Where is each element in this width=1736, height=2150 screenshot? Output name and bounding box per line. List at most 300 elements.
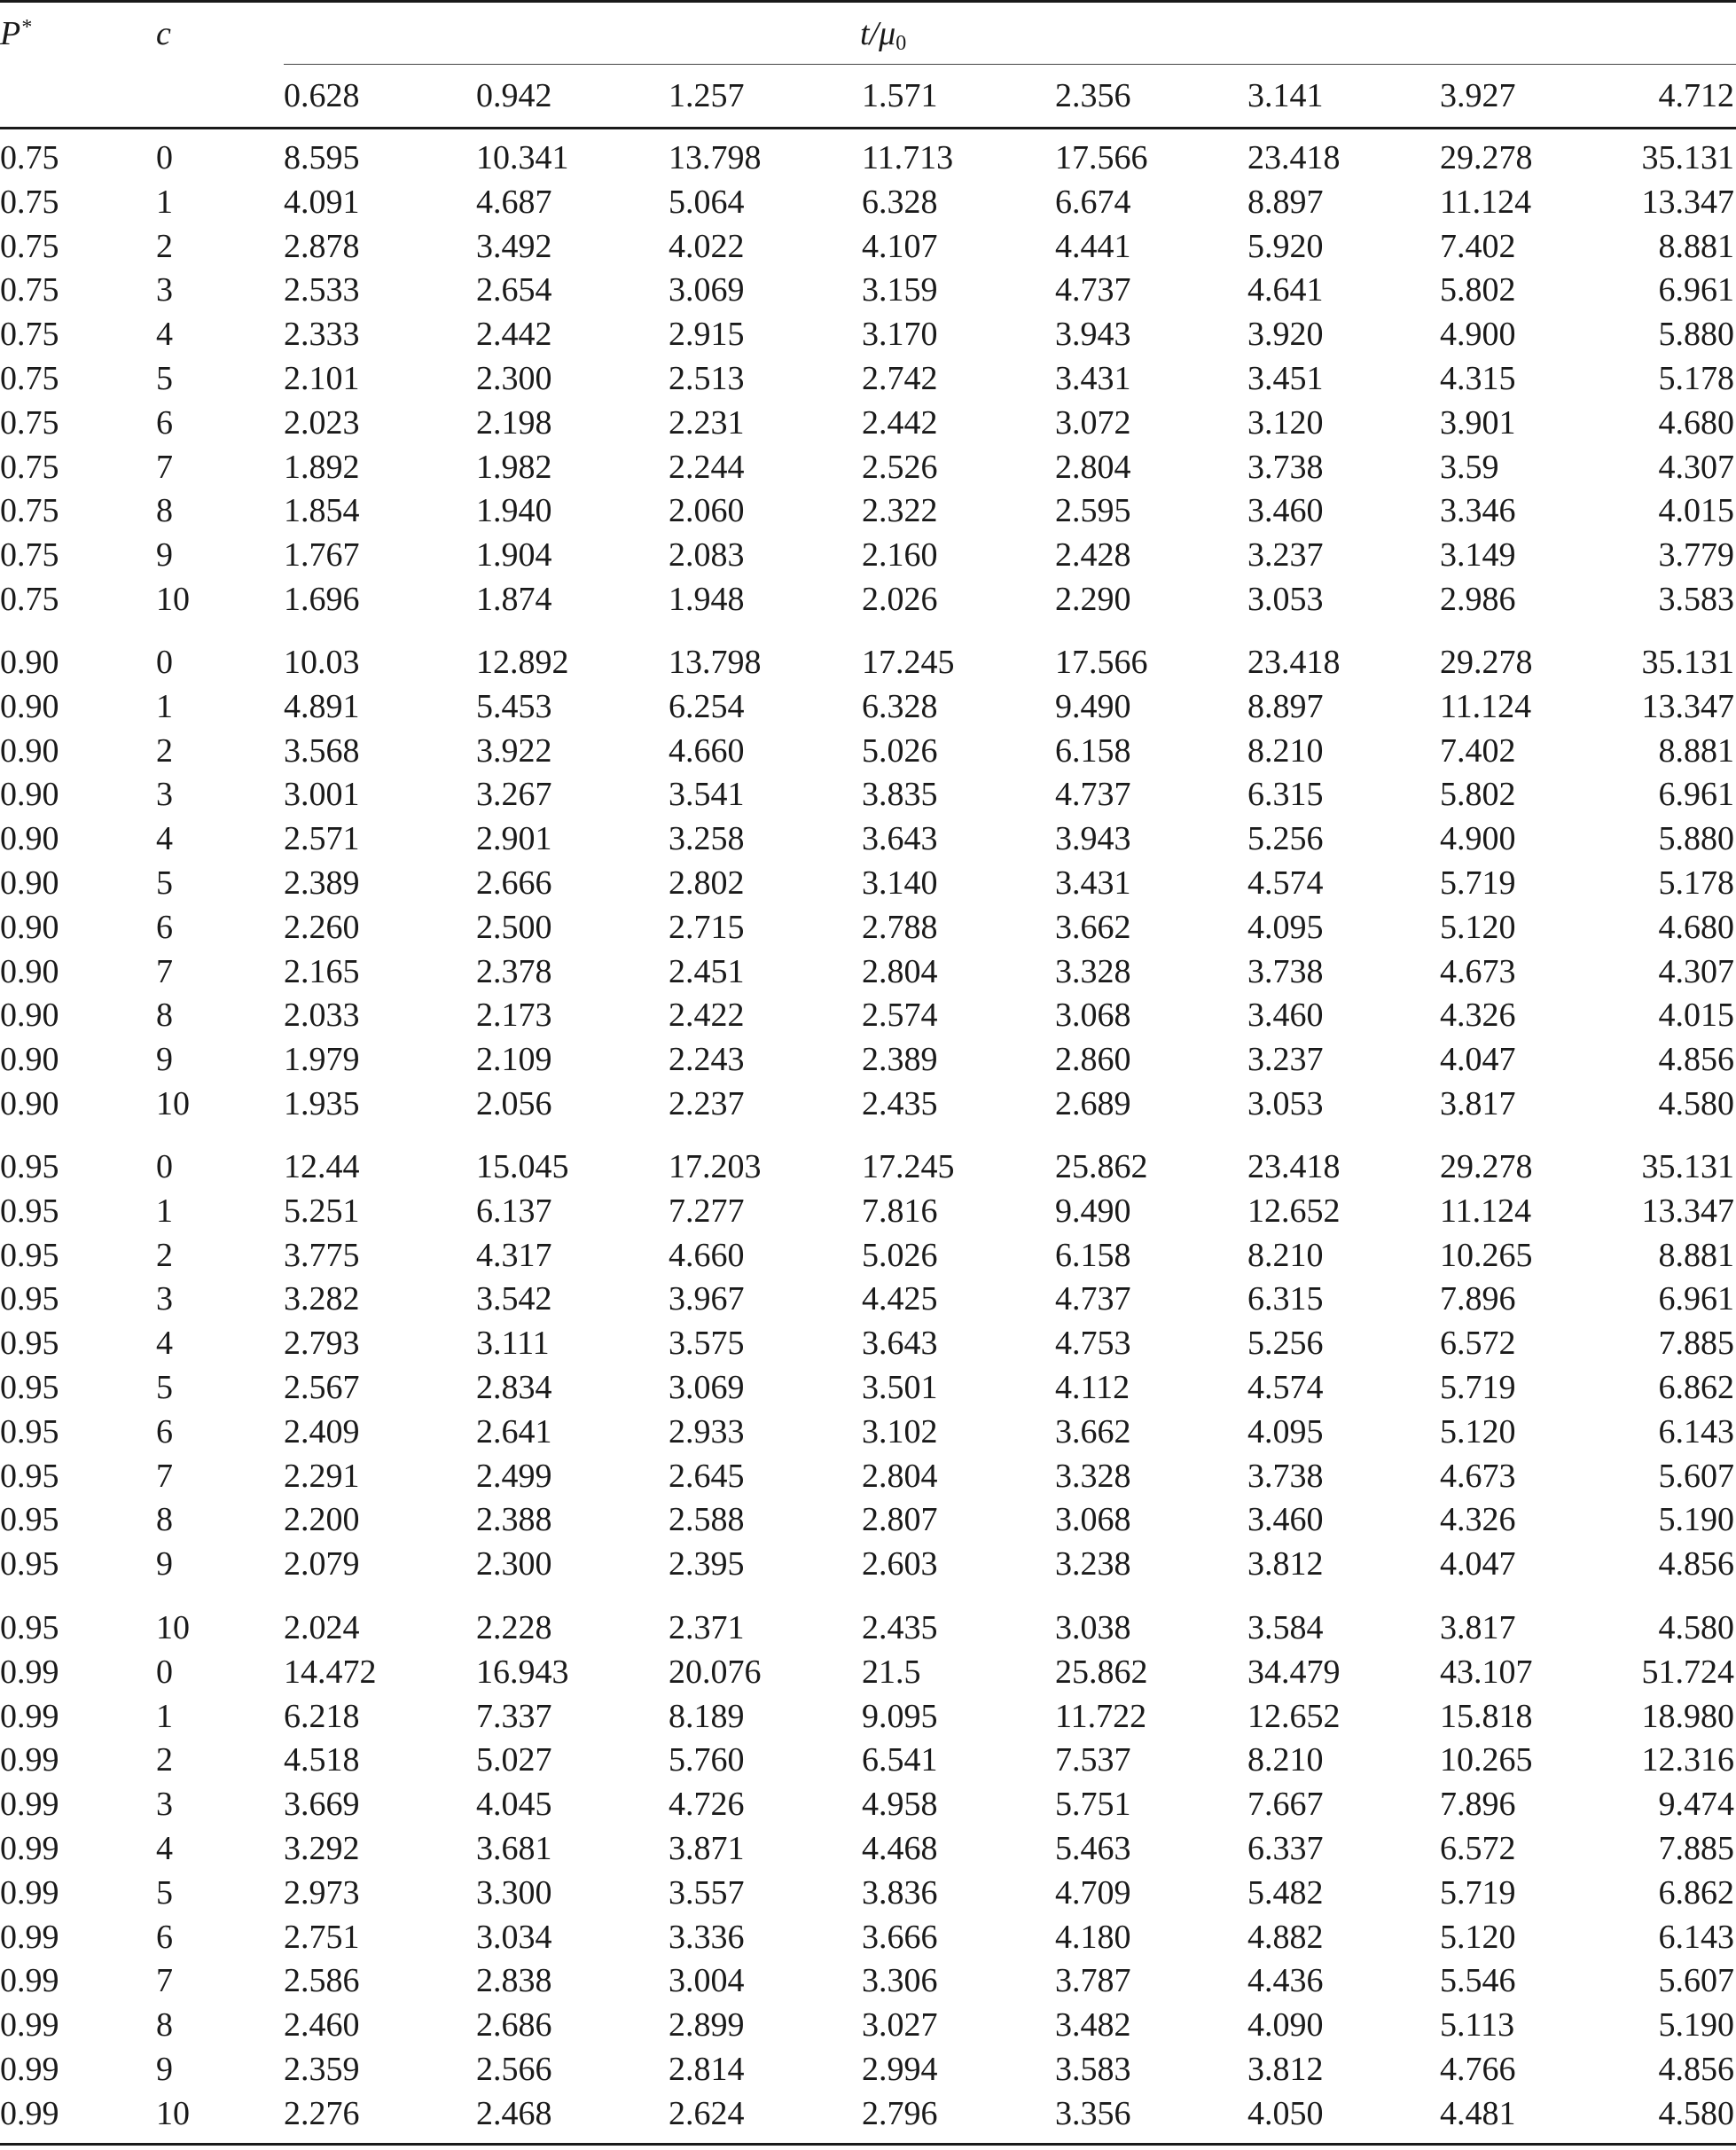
cell-p-star: 0.75 [0,536,59,575]
table-cell: 2.244 [669,448,745,486]
table-cell: 2.428 [1055,536,1131,575]
cell-c: 4 [156,1830,173,1867]
table-cell: 2.586 [284,1962,360,2000]
table-row [0,224,1736,269]
table-cell: 1.982 [476,448,552,486]
table-cell: 4.660 [669,731,745,770]
table-row [0,445,1736,489]
table-cell: 2.079 [284,1545,360,1583]
table-cell: 4.580 [1658,1609,1734,1646]
table-row [0,1277,1736,1321]
table-cell: 4.015 [1658,492,1734,530]
table-cell: 5.178 [1658,360,1734,397]
cell-c: 2 [156,1741,173,1779]
table-cell: 3.004 [669,1962,745,2000]
table-cell: 3.170 [862,316,938,354]
cell-c: 7 [156,1457,173,1495]
table-row [0,1958,1736,2003]
table-cell: 3.237 [1247,1041,1324,1079]
table-cell: 8.881 [1658,227,1734,265]
table-cell: 2.378 [476,952,552,990]
table-cell: 4.107 [862,227,938,265]
table-cell: 35.131 [1641,139,1734,176]
table-row [0,136,1736,180]
table-cell: 4.095 [1247,1412,1324,1450]
table-cell: 2.024 [284,1609,360,1646]
table-cell: 2.807 [862,1501,938,1539]
table-cell: 9.490 [1055,687,1131,725]
table-cell: 17.566 [1055,644,1148,681]
cell-c: 3 [156,1280,173,1318]
table-cell: 10.03 [284,644,360,681]
table-cell: 3.943 [1055,820,1131,858]
table-cell: 3.812 [1247,2051,1324,2088]
table-cell: 3.901 [1440,403,1516,442]
table-row [0,577,1736,622]
table-cell: 2.654 [476,271,552,309]
table-cell: 3.068 [1055,1501,1131,1539]
table-cell: 8.897 [1247,687,1324,725]
table-cell: 13.798 [669,644,762,681]
table-cell: 5.120 [1440,1918,1516,1956]
table-cell: 4.856 [1658,2051,1734,2088]
table-cell: 17.203 [669,1148,762,1185]
table-cell: 2.915 [669,316,745,354]
table-cell: 21.5 [862,1653,921,1691]
table-row [0,684,1736,729]
table-cell: 11.722 [1055,1697,1147,1735]
header-p-label: P [0,15,21,52]
table-cell: 4.900 [1440,820,1516,858]
header-span-sub: 0 [895,32,907,55]
table-cell: 23.418 [1247,139,1341,176]
table-cell: 6.137 [476,1192,552,1230]
cell-c: 6 [156,908,173,946]
table-row [0,1365,1736,1410]
table-cell: 3.812 [1247,1545,1324,1583]
table-cell: 6.218 [284,1697,360,1735]
cell-c: 0 [156,139,173,176]
table-cell: 35.131 [1641,644,1734,681]
cell-p-star: 0.95 [0,1192,59,1230]
table-cell: 7.896 [1440,1280,1516,1318]
cell-p-star: 0.99 [0,1653,59,1691]
table-cell: 5.719 [1440,1369,1516,1406]
cell-p-star: 0.75 [0,403,59,442]
table-cell: 3.120 [1247,403,1324,442]
table-cell: 4.680 [1658,908,1734,946]
table-cell: 2.237 [669,1085,745,1122]
table-cell: 2.994 [862,2051,938,2088]
table-cell: 5.463 [1055,1830,1131,1867]
table-cell: 23.418 [1247,644,1341,681]
table-cell: 2.333 [284,316,360,354]
table-cell: 11.713 [862,139,954,176]
table-cell: 3.583 [1658,581,1734,618]
cell-c: 7 [156,952,173,990]
column-header: 2.356 [1055,77,1131,114]
table-cell: 11.124 [1440,1192,1532,1230]
cell-c: 10 [156,2094,190,2132]
table-cell: 4.660 [669,1236,745,1274]
table-row [0,2003,1736,2047]
table-cell: 5.256 [1247,820,1324,858]
cell-c: 6 [156,403,173,442]
cell-c: 4 [156,820,173,858]
cell-c: 9 [156,1545,173,1583]
table-cell: 10.265 [1440,1741,1533,1779]
table-cell: 1.874 [476,581,552,618]
table-cell: 8.897 [1247,183,1324,221]
table-cell: 3.817 [1440,1609,1516,1646]
table-cell: 3.943 [1055,316,1131,354]
cell-p-star: 0.99 [0,1962,59,2000]
table-cell: 3.460 [1247,997,1324,1035]
table-cell: 3.258 [669,820,745,858]
table-cell: 3.068 [1055,997,1131,1035]
table-cell: 5.453 [476,687,552,725]
table-cell: 2.460 [284,2006,360,2044]
table-cell: 3.149 [1440,536,1516,575]
table-cell: 4.518 [284,1741,360,1779]
cell-c: 7 [156,448,173,486]
cell-p-star: 0.95 [0,1609,59,1646]
table-row [0,1189,1736,1233]
cell-p-star: 0.75 [0,271,59,309]
table-cell: 4.680 [1658,403,1734,442]
cell-p-star: 0.95 [0,1236,59,1274]
cell-p-star: 0.90 [0,997,59,1035]
column-header: 3.927 [1440,77,1516,114]
table-cell: 4.326 [1440,1501,1516,1539]
table-cell: 2.571 [284,820,360,858]
table-cell: 2.595 [1055,492,1131,530]
table-cell: 2.371 [669,1609,745,1646]
table-row [0,1454,1736,1498]
table-cell: 1.979 [284,1041,360,1079]
cell-p-star: 0.99 [0,1918,59,1956]
table-cell: 3.59 [1440,448,1499,486]
table-cell: 5.120 [1440,908,1516,946]
table-cell: 3.669 [284,1786,360,1824]
table-row [0,1037,1736,1082]
table-cell: 2.468 [476,2094,552,2132]
table-cell: 5.719 [1440,1873,1516,1912]
table-cell: 4.315 [1440,360,1516,397]
table-cell: 12.316 [1641,1741,1734,1779]
cell-c: 4 [156,1325,173,1363]
table-cell: 3.140 [862,864,938,902]
table-cell: 2.409 [284,1412,360,1450]
table-row [0,2047,1736,2091]
cell-c: 10 [156,1609,190,1646]
table-cell: 5.026 [862,1236,938,1274]
table-cell: 6.961 [1658,776,1734,814]
table-cell: 2.567 [284,1369,360,1406]
table-cell: 2.435 [862,1609,938,1646]
table-cell: 2.686 [476,2006,552,2044]
table-cell: 1.948 [669,581,745,618]
table-cell: 12.44 [284,1148,360,1185]
table-cell: 17.245 [862,644,955,681]
table-cell: 7.885 [1658,1325,1734,1363]
table-cell: 3.835 [862,776,938,814]
cell-p-star: 0.90 [0,952,59,990]
table-cell: 2.173 [476,997,552,1035]
table-cell: 6.862 [1658,1873,1734,1912]
table-cell: 3.038 [1055,1609,1131,1646]
table-row [0,489,1736,533]
table-cell: 3.282 [284,1280,360,1318]
table-row [0,268,1736,312]
table-cell: 2.624 [669,2094,745,2132]
table-cell: 4.090 [1247,2006,1324,2044]
table-cell: 2.788 [862,908,938,946]
cell-p-star: 0.99 [0,1697,59,1735]
table-cell: 5.120 [1440,1412,1516,1450]
table-cell: 2.026 [862,581,938,618]
table-cell: 4.307 [1658,448,1734,486]
column-header: 0.628 [284,77,360,114]
table-cell: 6.254 [669,687,745,725]
table-cell: 7.277 [669,1192,745,1230]
cell-p-star: 0.90 [0,820,59,858]
table-row [0,640,1736,684]
table-cell: 5.027 [476,1741,552,1779]
table-cell: 2.388 [476,1501,552,1539]
table-cell: 5.607 [1658,1457,1734,1495]
table-cell: 13.798 [669,139,762,176]
table-cell: 3.681 [476,1830,552,1867]
cell-c: 9 [156,1041,173,1079]
table-cell: 4.687 [476,183,552,221]
table-cell: 12.652 [1247,1697,1341,1735]
table-cell: 6.315 [1247,1280,1324,1318]
table-cell: 4.737 [1055,271,1131,309]
table-cell: 2.641 [476,1412,552,1450]
table-cell: 4.326 [1440,997,1516,1035]
table-cell: 2.986 [1440,581,1516,618]
table-row [0,1738,1736,1782]
table-cell: 3.431 [1055,864,1131,902]
table-cell: 2.056 [476,1085,552,1122]
table-cell: 4.641 [1247,271,1324,309]
cell-p-star: 0.99 [0,1873,59,1912]
table-cell: 3.460 [1247,492,1324,530]
table-cell: 10.341 [476,139,569,176]
table-cell: 1.767 [284,536,360,575]
cell-c: 1 [156,1697,173,1735]
table-cell: 6.961 [1658,1280,1734,1318]
table-cell: 7.402 [1440,227,1516,265]
table-row [0,1694,1736,1739]
table-cell: 13.347 [1641,1192,1734,1230]
cell-c: 10 [156,1085,190,1122]
cell-p-star: 0.90 [0,908,59,946]
table-cell: 2.165 [284,952,360,990]
table-cell: 3.159 [862,271,938,309]
cell-c: 0 [156,644,173,681]
table-cell: 3.034 [476,1918,552,1956]
table-cell: 7.896 [1440,1786,1516,1824]
cell-c: 8 [156,997,173,1035]
table-cell: 5.251 [284,1192,360,1230]
table-cell: 25.862 [1055,1148,1148,1185]
table-cell: 2.231 [669,403,745,442]
table-cell: 3.300 [476,1873,552,1912]
table-cell: 4.856 [1658,1545,1734,1583]
table-cell: 2.500 [476,908,552,946]
table-cell: 3.027 [862,2006,938,2044]
table-cell: 15.045 [476,1148,569,1185]
table-cell: 2.973 [284,1873,360,1912]
cell-c: 7 [156,1962,173,2000]
table-cell: 7.402 [1440,731,1516,770]
table-cell: 3.451 [1247,360,1324,397]
table-cell: 2.451 [669,952,745,990]
table-cell: 3.967 [669,1280,745,1318]
table-cell: 4.726 [669,1786,745,1824]
header-p-sup: * [20,16,32,39]
cell-p-star: 0.99 [0,1786,59,1824]
table-cell: 2.834 [476,1369,552,1406]
table-cell: 6.158 [1055,731,1131,770]
table-cell: 2.804 [862,1457,938,1495]
table-cell: 1.854 [284,492,360,530]
cell-c: 2 [156,227,173,265]
table-cell: 2.533 [284,271,360,309]
cell-p-star: 0.75 [0,448,59,486]
header-c-label: c [156,15,171,52]
cell-c: 4 [156,316,173,354]
table-cell: 3.431 [1055,360,1131,397]
table-cell: 3.501 [862,1369,938,1406]
table-cell: 13.347 [1641,687,1734,725]
table-cell: 2.101 [284,360,360,397]
table-cell: 11.124 [1440,183,1532,221]
cell-c: 1 [156,1192,173,1230]
table-cell: 3.238 [1055,1545,1131,1583]
table-cell: 5.751 [1055,1786,1131,1824]
table-cell: 25.862 [1055,1653,1148,1691]
table-cell: 2.322 [862,492,938,530]
table-cell: 1.892 [284,448,360,486]
table-cell: 17.566 [1055,139,1148,176]
table-cell: 3.460 [1247,1501,1324,1539]
table-cell: 4.673 [1440,952,1516,990]
cell-c: 0 [156,1148,173,1185]
table-row [0,817,1736,861]
table-cell: 4.580 [1658,2094,1734,2132]
table-cell: 2.200 [284,1501,360,1539]
cell-p-star: 0.90 [0,731,59,770]
table-cell: 5.719 [1440,864,1516,902]
table-cell: 2.442 [862,403,938,442]
table-cell: 5.190 [1658,2006,1734,2044]
cell-p-star: 0.90 [0,644,59,681]
table-cell: 8.595 [284,139,360,176]
table-cell: 8.881 [1658,1236,1734,1274]
table-cell: 8.210 [1247,731,1324,770]
table-cell: 51.724 [1641,1653,1734,1691]
cell-p-star: 0.75 [0,139,59,176]
table-cell: 4.753 [1055,1325,1131,1363]
table-cell: 3.267 [476,776,552,814]
table-cell: 4.709 [1055,1873,1131,1912]
table-row [0,180,1736,224]
table-cell: 2.442 [476,316,552,354]
table-cell: 4.737 [1055,776,1131,814]
cell-p-star: 0.75 [0,581,59,618]
table-cell: 2.689 [1055,1085,1131,1122]
table-cell: 3.787 [1055,1962,1131,2000]
table-cell: 3.306 [862,1962,938,2000]
table-row [0,1871,1736,1915]
table-row [0,772,1736,817]
table-cell: 2.435 [862,1085,938,1122]
table-row [0,861,1736,905]
cell-p-star: 0.95 [0,1545,59,1583]
table-cell: 3.356 [1055,2094,1131,2132]
cell-p-star: 0.75 [0,316,59,354]
cell-p-star: 0.95 [0,1412,59,1450]
table-cell: 2.300 [476,1545,552,1583]
table-cell: 2.422 [669,997,745,1035]
cell-c: 3 [156,776,173,814]
table-cell: 5.064 [669,183,745,221]
table-cell: 4.737 [1055,1280,1131,1318]
table-cell: 6.143 [1658,1918,1734,1956]
table-cell: 3.643 [862,820,938,858]
cell-c: 5 [156,1873,173,1912]
table-cell: 12.892 [476,644,569,681]
table-cell: 4.481 [1440,2094,1516,2132]
table-cell: 2.023 [284,403,360,442]
column-header: 1.571 [862,77,938,114]
table-cell: 6.328 [862,687,938,725]
table-cell: 6.337 [1247,1830,1324,1867]
table-cell: 3.482 [1055,2006,1131,2044]
table-cell: 4.045 [476,1786,552,1824]
table-cell: 3.336 [669,1918,745,1956]
cell-c: 5 [156,864,173,902]
cell-c: 8 [156,1501,173,1539]
table-cell: 2.796 [862,2094,938,2132]
table-cell: 8.881 [1658,731,1734,770]
cell-p-star: 0.99 [0,1741,59,1779]
cell-c: 8 [156,492,173,530]
table-cell: 3.541 [669,776,745,814]
table-cell: 4.766 [1440,2051,1516,2088]
table-cell: 1.935 [284,1085,360,1122]
cell-p-star: 0.99 [0,1830,59,1867]
table-cell: 6.572 [1440,1325,1516,1363]
cell-c: 3 [156,271,173,309]
cell-c: 1 [156,687,173,725]
table-cell: 3.568 [284,731,360,770]
table-cell: 2.276 [284,2094,360,2132]
table-cell: 4.441 [1055,227,1131,265]
table-cell: 3.775 [284,1236,360,1274]
table-cell: 2.645 [669,1457,745,1495]
table-cell: 2.566 [476,2051,552,2088]
table-cell: 5.026 [862,731,938,770]
cell-c: 9 [156,536,173,575]
table-row [0,2091,1736,2136]
table-cell: 2.109 [476,1041,552,1079]
table-cell: 7.885 [1658,1830,1734,1867]
table-row [0,1497,1736,1542]
